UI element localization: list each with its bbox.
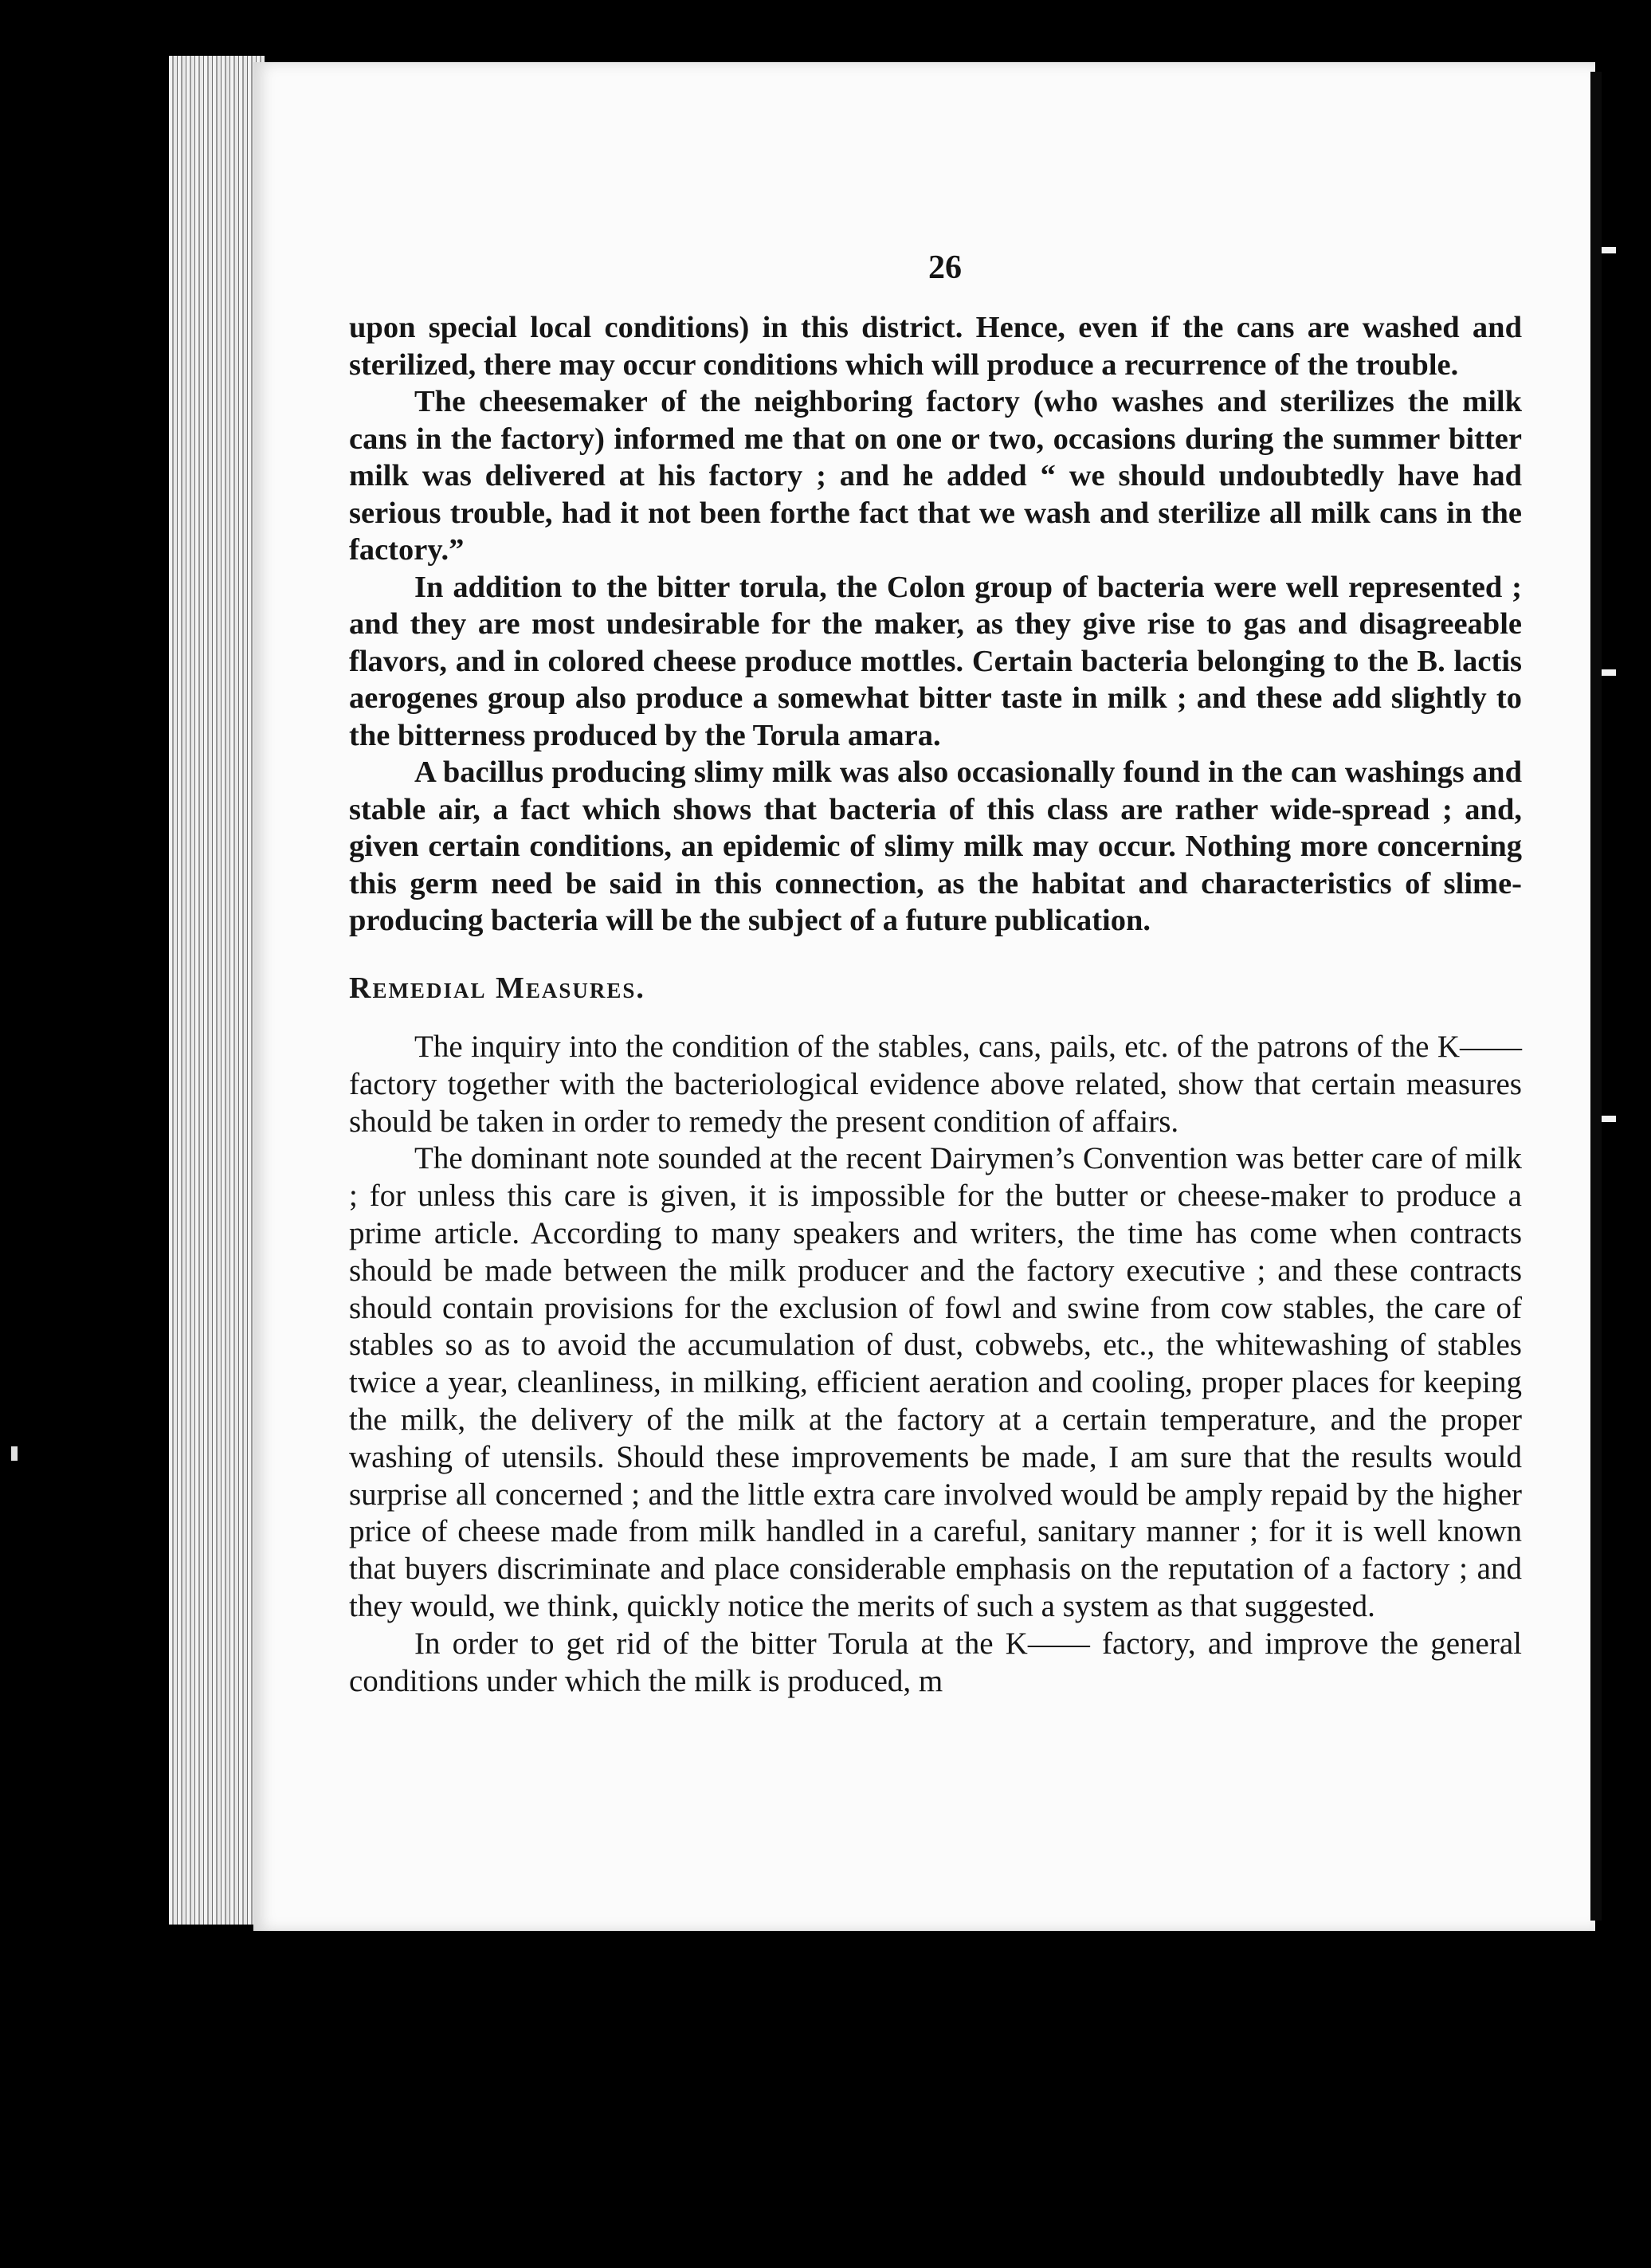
margin-mark (1602, 669, 1616, 676)
book-page-edges (169, 56, 265, 1925)
margin-mark (1602, 1116, 1616, 1122)
paragraph: In order to get rid of the bitter Torula at the K—— factory, and improve the general conditions under which the milk is produced, m (349, 1626, 1522, 1698)
paragraph: The cheesemaker of the neighboring factory (who washes and sterilizes the milk cans in the factory) informed me that on one or two, occasions during the summer bitter milk was delivered at his factory ; and he added “ we should undoubtedly have had serious trouble, had it not been forthe fact that we wash and sterilize all milk cans in the factory.” (349, 385, 1522, 567)
section-heading: Remedial Measures. (349, 971, 645, 1005)
paragraph: A bacillus producing slimy milk was also occasionally found in the can washings and stable air, a fact which shows that bacteria of this class are rather wide-spread ; and, given certain conditions, an epidemic of slimy milk may occur. Nothing more concerning this germ need be said in this connection, as the habitat and characteristics of slime-producing bacteria will be the subject of a future publication. (349, 755, 1522, 937)
paragraph: The inquiry into the condition of the stables, cans, pails, etc. of the patrons of the K—— factory together with the bacteriological evidence above related, show that certain measures should be taken in order to remedy the present condition of affairs. (349, 1030, 1522, 1139)
page-number: 26 (928, 249, 962, 286)
right-margin-marks (1602, 239, 1626, 1116)
paragraph: The dominant note sounded at the recent Dairymen’s Convention was better care of milk ; for unless this care is given, it is impossible for the butter or cheese-maker to produce a prime article. According to many speakers and writers, the time has come when contracts should be made between the milk producer and the factory executive ; and these contracts should contain provisions for the exclusion of fowl and swine from cow stables, the care of stables so as to avoid the accumulation of dust, cobwebs, etc., the whitewashing of stables twice a year, cleanliness, in milking, efficient aeration and cooling, proper places for keeping the milk, the delivery of the milk at the factory at a certain temperature, and the proper washing of utensils. Should these improvements be made, I am sure that the results would surprise all concerned ; and the little extra care involved would be amply repaid by the higher price of cheese made from milk handled in a careful, sanitary manner ; for it is well known that buyers discriminate and place considerable emphasis on the reputation of a factory ; and they would, we think, quickly notice the merits of such a system as that suggested. (349, 1141, 1522, 1623)
gutter-shadow (1590, 72, 1602, 1921)
paragraph: In addition to the bitter torula, the Colon group of bacteria were well represented ; and they are most undesirable for the maker, as they give rise to gas and disagreeable flavors, and in colored cheese produce mottles. Certain bacteria belonging to the B. lactis aerogenes group also produce a somewhat bitter taste in milk ; and these add slightly to the bitterness produced by the Torula amara. (349, 570, 1522, 752)
left-margin-mark (11, 1446, 18, 1461)
paragraph: upon special local conditions) in this district. Hence, even if the cans are washed and sterilized, there may occur conditions which will produce a recurrence of the trouble. (349, 311, 1522, 382)
body-text (349, 309, 1522, 1700)
